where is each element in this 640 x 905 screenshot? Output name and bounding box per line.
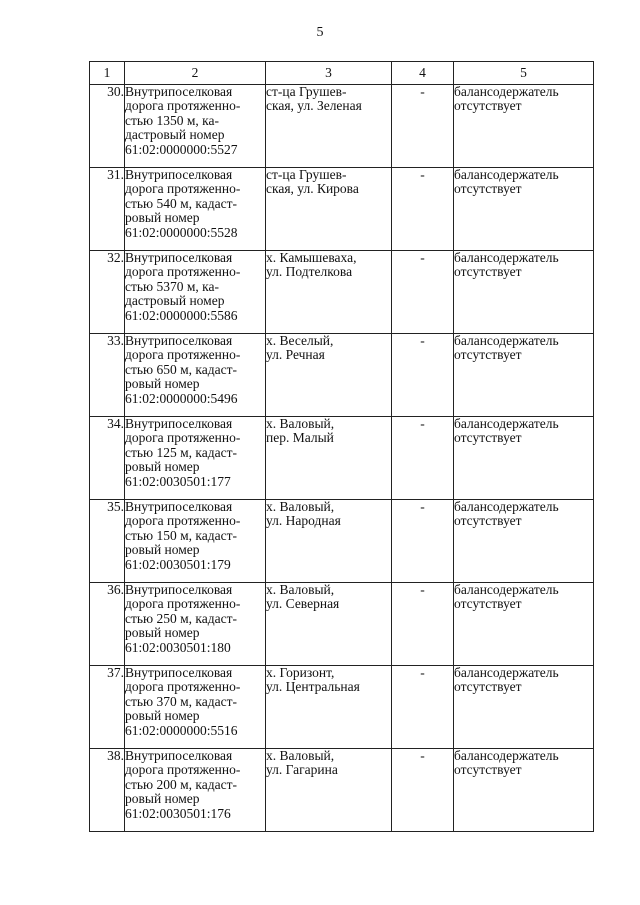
object-name-cell-line: стью 125 м, кадаст-	[125, 444, 238, 460]
object-name-cell-line: дорога протяженно-	[125, 98, 241, 114]
object-name-cell-line: Внутрипоселковая	[125, 748, 233, 763]
object-name-cell-line: 61:02:0000000:5516	[125, 722, 238, 738]
location-cell-line: х. Валовый,	[266, 748, 335, 763]
header-row	[90, 62, 594, 85]
holder-cell	[454, 334, 594, 417]
object-name-cell-line: 61:02:0030501:177	[125, 473, 231, 489]
holder-cell-line: балансодержатель	[454, 333, 559, 348]
location-cell-line: ул. Подтелкова	[266, 264, 353, 280]
object-name-cell-line: 61:02:0000000:5586	[125, 307, 238, 323]
object-name-cell-line: ровый номер	[125, 376, 200, 392]
owner-cell: -	[392, 583, 454, 666]
object-name-cell	[125, 417, 266, 500]
table-row	[90, 500, 594, 583]
object-name-cell-line: 61:02:0030501:179	[125, 556, 231, 572]
location-cell	[266, 251, 392, 334]
holder-cell	[454, 168, 594, 251]
object-name-cell-line: Внутрипоселковая	[125, 167, 233, 182]
object-name-cell-line: дорога протяженно-	[125, 347, 241, 363]
column-header: 1	[90, 62, 125, 85]
holder-cell	[454, 251, 594, 334]
holder-cell-line: отсутствует	[454, 347, 522, 363]
object-name-cell-line: стью 150 м, кадаст-	[125, 527, 238, 543]
object-name-cell-line: ровый номер	[125, 708, 200, 724]
holder-cell	[454, 500, 594, 583]
row-number: 34.	[90, 417, 125, 500]
location-cell	[266, 583, 392, 666]
page-number: 5	[316, 25, 324, 40]
object-name-cell-line: Внутрипоселковая	[125, 416, 233, 431]
location-cell-line: х. Веселый,	[266, 333, 334, 348]
object-name-cell-line: ровый номер	[125, 625, 200, 641]
location-cell-line: х. Камышеваха,	[266, 250, 357, 265]
holder-cell	[454, 749, 594, 832]
owner-cell: -	[392, 85, 454, 168]
object-name-cell-line: дорога протяженно-	[125, 596, 241, 612]
location-cell-line: ул. Речная	[266, 347, 325, 363]
object-name-cell-line: 61:02:0000000:5496	[125, 390, 238, 406]
row-number: 32.	[90, 251, 125, 334]
table-row	[90, 749, 594, 832]
owner-cell: -	[392, 749, 454, 832]
object-name-cell	[125, 500, 266, 583]
location-cell-line: х. Валовый,	[266, 416, 335, 431]
table-row	[90, 583, 594, 666]
row-number: 35.	[90, 500, 125, 583]
location-cell-line: пер. Малый	[266, 430, 334, 446]
location-cell-line: ул. Центральная	[266, 679, 360, 695]
owner-cell: -	[392, 417, 454, 500]
location-cell	[266, 85, 392, 168]
location-cell-line: ул. Северная	[266, 596, 340, 612]
object-name-cell-line: стью 5370 м, ка-	[125, 278, 220, 294]
holder-cell-line: балансодержатель	[454, 748, 559, 763]
holder-cell-line: отсутствует	[454, 513, 522, 529]
location-cell-line: ст-ца Грушев-	[266, 84, 347, 99]
object-name-cell-line: 61:02:0000000:5527	[125, 141, 238, 157]
holder-cell	[454, 417, 594, 500]
object-name-cell-line: ровый номер	[125, 459, 200, 475]
owner-cell: -	[392, 168, 454, 251]
object-name-cell-line: Внутрипоселковая	[125, 250, 233, 265]
location-cell	[266, 334, 392, 417]
object-name-cell	[125, 666, 266, 749]
object-name-cell	[125, 251, 266, 334]
holder-cell	[454, 666, 594, 749]
row-number: 30.	[90, 85, 125, 168]
holder-cell-line: отсутствует	[454, 181, 522, 197]
location-cell-line: х. Горизонт,	[266, 665, 335, 680]
object-name-cell-line: стью 540 м, кадаст-	[125, 195, 238, 211]
object-name-cell-line: стью 250 м, кадаст-	[125, 610, 238, 626]
location-cell-line: х. Валовый,	[266, 582, 335, 597]
holder-cell-line: отсутствует	[454, 596, 522, 612]
holder-cell-line: отсутствует	[454, 98, 522, 114]
object-name-cell-line: дорога протяженно-	[125, 762, 241, 778]
object-name-cell-line: стью 650 м, кадаст-	[125, 361, 238, 377]
column-header: 4	[392, 62, 454, 85]
table-row	[90, 168, 594, 251]
holder-cell	[454, 583, 594, 666]
holder-cell-line: балансодержатель	[454, 167, 559, 182]
object-name-cell-line: Внутрипоселковая	[125, 665, 233, 680]
holder-cell-line: балансодержатель	[454, 499, 559, 514]
holder-cell-line: балансодержатель	[454, 665, 559, 680]
object-name-cell-line: дорога протяженно-	[125, 679, 241, 695]
object-name-cell-line: Внутрипоселковая	[125, 499, 233, 514]
object-name-cell-line: дорога протяженно-	[125, 513, 241, 529]
object-name-cell-line: Внутрипоселковая	[125, 333, 233, 348]
column-header: 3	[266, 62, 392, 85]
object-name-cell-line: дорога протяженно-	[125, 181, 241, 197]
table-body	[90, 85, 594, 832]
holder-cell	[454, 85, 594, 168]
object-name-cell-line: Внутрипоселковая	[125, 582, 233, 597]
location-cell	[266, 500, 392, 583]
object-name-cell-line: ровый номер	[125, 542, 200, 558]
location-cell-line: ская, ул. Кирова	[266, 181, 359, 197]
holder-cell-line: отсутствует	[454, 762, 522, 778]
location-cell	[266, 168, 392, 251]
object-name-cell-line: дорога протяженно-	[125, 430, 241, 446]
road-registry-table	[89, 61, 594, 832]
owner-cell: -	[392, 500, 454, 583]
object-name-cell-line: дорога протяженно-	[125, 264, 241, 280]
object-name-cell-line: стью 1350 м, ка-	[125, 112, 220, 128]
object-name-cell	[125, 749, 266, 832]
column-header: 2	[125, 62, 266, 85]
object-name-cell	[125, 168, 266, 251]
row-number: 33.	[90, 334, 125, 417]
table-row	[90, 251, 594, 334]
location-cell-line: х. Валовый,	[266, 499, 335, 514]
row-number: 31.	[90, 168, 125, 251]
location-cell	[266, 417, 392, 500]
location-cell-line: ская, ул. Зеленая	[266, 98, 362, 114]
holder-cell-line: отсутствует	[454, 264, 522, 280]
holder-cell-line: отсутствует	[454, 430, 522, 446]
column-header: 5	[454, 62, 594, 85]
table-row	[90, 85, 594, 168]
holder-cell-line: балансодержатель	[454, 416, 559, 431]
object-name-cell-line: стью 200 м, кадаст-	[125, 776, 238, 792]
location-cell	[266, 666, 392, 749]
table-row	[90, 666, 594, 749]
row-number: 36.	[90, 583, 125, 666]
object-name-cell-line: 61:02:0000000:5528	[125, 224, 238, 240]
table-row	[90, 417, 594, 500]
location-cell-line: ул. Народная	[266, 513, 341, 529]
object-name-cell	[125, 85, 266, 168]
object-name-cell	[125, 334, 266, 417]
holder-cell-line: балансодержатель	[454, 250, 559, 265]
location-cell-line: ст-ца Грушев-	[266, 167, 347, 182]
object-name-cell-line: 61:02:0030501:180	[125, 639, 231, 655]
object-name-cell-line: ровый номер	[125, 210, 200, 226]
object-name-cell	[125, 583, 266, 666]
row-number: 38.	[90, 749, 125, 832]
location-cell	[266, 749, 392, 832]
table-row	[90, 334, 594, 417]
object-name-cell-line: Внутрипоселковая	[125, 84, 233, 99]
object-name-cell-line: дастровый номер	[125, 127, 225, 143]
object-name-cell-line: дастровый номер	[125, 293, 225, 309]
object-name-cell-line: 61:02:0030501:176	[125, 805, 231, 821]
object-name-cell-line: стью 370 м, кадаст-	[125, 693, 238, 709]
holder-cell-line: отсутствует	[454, 679, 522, 695]
owner-cell: -	[392, 334, 454, 417]
owner-cell: -	[392, 666, 454, 749]
holder-cell-line: балансодержатель	[454, 84, 559, 99]
row-number: 37.	[90, 666, 125, 749]
owner-cell: -	[392, 251, 454, 334]
object-name-cell-line: ровый номер	[125, 791, 200, 807]
holder-cell-line: балансодержатель	[454, 582, 559, 597]
location-cell-line: ул. Гагарина	[266, 762, 338, 778]
